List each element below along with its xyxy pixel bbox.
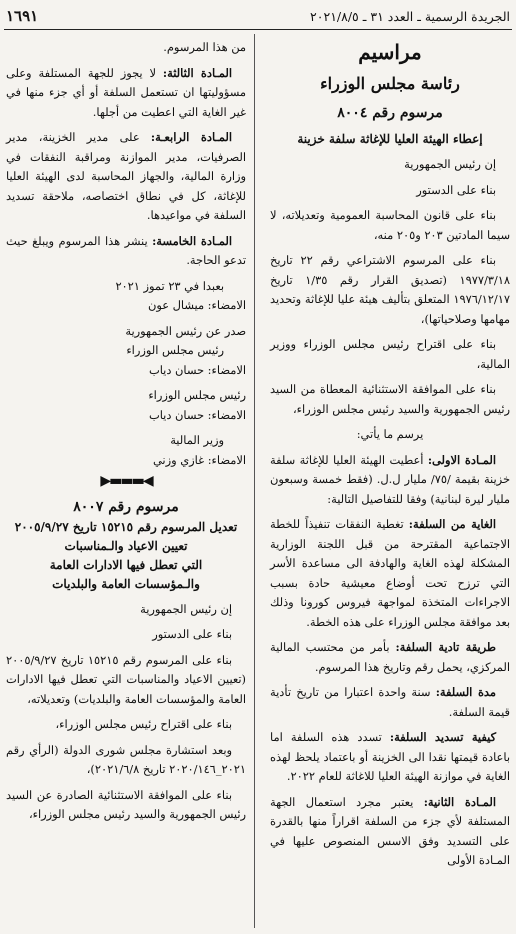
preamble-line: بناء على قانون المحاسبة العمومية وتعديلاته، لا سيما المادتين ٢٠٣ و٢٠٥ منه، xyxy=(270,208,510,242)
method-clause xyxy=(270,638,510,677)
page-header xyxy=(6,4,510,28)
preamble-line: بناء على الدستور xyxy=(416,182,496,197)
decree-subject: التي تعطل فيها الادارات العامة xyxy=(49,557,203,572)
decree-number: مرسوم رقم ٨٠٠٧ xyxy=(73,498,179,515)
clause-label: طريقة تادية السلفة: xyxy=(395,640,496,654)
left-column xyxy=(6,38,246,831)
pm-signature: الامضاء: حسان دياب xyxy=(148,362,246,377)
decree-subject: إعطاء الهيئة العليا للإغاثة سلفة خزينة xyxy=(297,132,483,146)
article-2 xyxy=(270,793,510,871)
clause-text: تسدد هذه السلفة اما باعادة قيمتها نقدا الى الخزينة أو باعتماد يلحظ لهذه الغاية في موازنة الهيئة العليا للاغاثة للعام ٢٠٢٢. xyxy=(270,730,510,783)
preamble-line: بناء على المرسوم الاشتراعي رقم ٢٢ تاريخ ١٩٧٧/٣/١٨ (تصديق القرار رقم ١/٣٥ تاريخ ١٩٧٦/١٢/١٧ المتعلق بتأليف هيئة عليا للإغاثة وتحديد مهامها وصلاحياتها)، xyxy=(270,253,510,326)
decree-subject: تعيين الاعياد والـمناسبات xyxy=(64,538,188,553)
clause-label: كيفية تسديد السلفة: xyxy=(389,730,496,744)
preamble-line: بناء على الموافقة الاستثنائية المعطاة من السيد رئيس الجمهورية والسيد رئيس مجلس الوزراء، xyxy=(270,382,510,416)
pm-title: رئيس مجلس الوزراء xyxy=(126,343,224,357)
preamble-line: بناء على الدستور xyxy=(152,627,232,641)
column-divider xyxy=(254,34,255,928)
clause-text: تغطية النفقات تنفيذاً للخطة الاجتماعية المقترحة من قبل اللجنة الوزارية المشكلة لهذه الغاية والهادفة الى مساعدة الأسر التي ترزح تحت أوضاع معيشية حادة بسبب الاجراءات المتخذة لمواجهة فيروس كورونا وذلك بعد موافقة مجلس الوزراء على هذه الخطة. xyxy=(270,517,510,629)
clause-label: مدة السلفة: xyxy=(435,685,496,699)
article-label: المـادة الثالثة: xyxy=(162,65,233,80)
article-text: أعطيت الهيئة العليا للإغاثة سلفة خزينة بقيمة /٧٥/ مليار ل.ل. (فقط خمسة وسبعون مليار ليرة لبنانية) وفقا للتفاصيل التالية: xyxy=(270,452,510,506)
issued-by: صدر عن رئيس الجمهورية xyxy=(125,323,246,338)
preamble-line: بناء على اقتراح رئيس مجلس الوزراء، xyxy=(55,717,232,731)
clause-text: بأمر من محتسب المالية المركزي، يحمل رقم وتاريخ هذا المرسوم. xyxy=(270,640,510,674)
decree-formula: يرسم ما يأتي: xyxy=(356,427,424,441)
section-divider: ◀▬▬▬▶ xyxy=(100,473,152,489)
finance-minister-signature: الامضاء: غازي وزني xyxy=(152,452,246,467)
article-4 xyxy=(6,128,246,226)
decree-number: مرسوم رقم ٨٠٠٤ xyxy=(337,105,443,121)
preamble-line: بناء على اقتراح رئيس مجلس الوزراء ووزير المالية، xyxy=(270,337,510,371)
article-label: المـادة الخامسة: xyxy=(152,233,232,248)
article-label: المـادة الثانية: xyxy=(423,794,496,809)
clause-text: سنة واحدة اعتبارا من تاريخ تأدية قيمة السلفة. xyxy=(270,685,510,719)
president-signature: الامضاء: ميشال عون xyxy=(147,298,246,312)
article-1 xyxy=(270,451,510,510)
pm-signature: الامضاء: حسان دياب xyxy=(148,407,246,422)
decree-subject: تعديل المرسوم رقم ١٥٢١٥ تاريخ ٢٠٠٥/٩/٢٧ xyxy=(14,519,238,534)
pm-title: رئيس مجلس الوزراء xyxy=(148,388,246,402)
decree-subject: والـمؤسسات العامة والبلديات xyxy=(52,576,200,591)
finance-minister-title: وزير المالية xyxy=(170,433,224,447)
preamble-line: بناء على المرسوم رقم ١٥٢١٥ تاريخ ٢٠٠٥/٩/٢٧ (تعيين الاعياد والمناسبات التي تعطل فيها الادارات العامة والمؤسسات العامة والبلديات) وتعديلاته، xyxy=(6,652,246,706)
preamble-line: بناء على الموافقة الاستثنائية الصادرة عن السيد رئيس الجمهورية والسيد رئيس مجلس الوزراء، xyxy=(6,787,246,821)
article-text: ينشر هذا المرسوم ويبلغ حيث تدعو الحاجة. xyxy=(6,233,246,267)
section-title: مراسيم xyxy=(358,40,422,64)
article-text: لا يجوز للجهة المستلفة وعلى مسؤوليتها ان تستعمل السلفة أو أي جزء منها في غير الغاية التي اعطيت من أجلها. xyxy=(6,65,246,119)
purpose-clause xyxy=(270,515,510,632)
duration-clause xyxy=(270,683,510,722)
article-label: المـادة الاولى: xyxy=(427,452,496,467)
authority-heading: رئاسة مجلس الوزراء xyxy=(320,74,460,93)
article-5 xyxy=(6,232,246,271)
clause-label: الغاية من السلفة: xyxy=(408,517,496,531)
header-rule xyxy=(4,29,512,30)
continuation-text: من هذا المرسوم. xyxy=(163,40,246,54)
article-label: المـادة الرابعـة: xyxy=(150,130,232,144)
right-column xyxy=(270,38,510,877)
preamble-line: إن رئيس الجمهورية xyxy=(404,157,496,171)
signature-date: بعبدا في ٢٣ تموز ٢٠٢١ xyxy=(115,278,224,293)
preamble-line: وبعد استشارة مجلس شورى الدولة (الرأي رقم ٢٠٢١_٢٠٢٠/١٤٦ تاريخ ٢٠٢١/٦/٨)، xyxy=(6,742,246,776)
page-number: ١٦٩١ xyxy=(6,7,39,25)
article-text: يعتبر مجرد استعمال الجهة المستلفة لأي جزء من السلفة اقراراً منها بالقدرة على التسديد وفق الاسس المنصوص عليها في المـادة الأولى xyxy=(270,794,510,867)
preamble-line: إن رئيس الجمهورية xyxy=(140,601,232,616)
article-text: على مدير الخزينة، مدير الصرفيات، مدير الموازنة ومراقبة النفقات في وزارة المالية، والجهاز المحاسبة لدى الهيئة العليا للإغاثة، كل في نطاق اختصاصه، ملاحقة تسديد السلفة في مواعيدها. xyxy=(6,130,246,222)
repayment-clause xyxy=(270,728,510,787)
article-3 xyxy=(6,64,246,123)
journal-issue: الجريدة الرسمية ـ العدد ٣١ ـ ٢٠٢١/٨/٥ xyxy=(310,8,510,24)
